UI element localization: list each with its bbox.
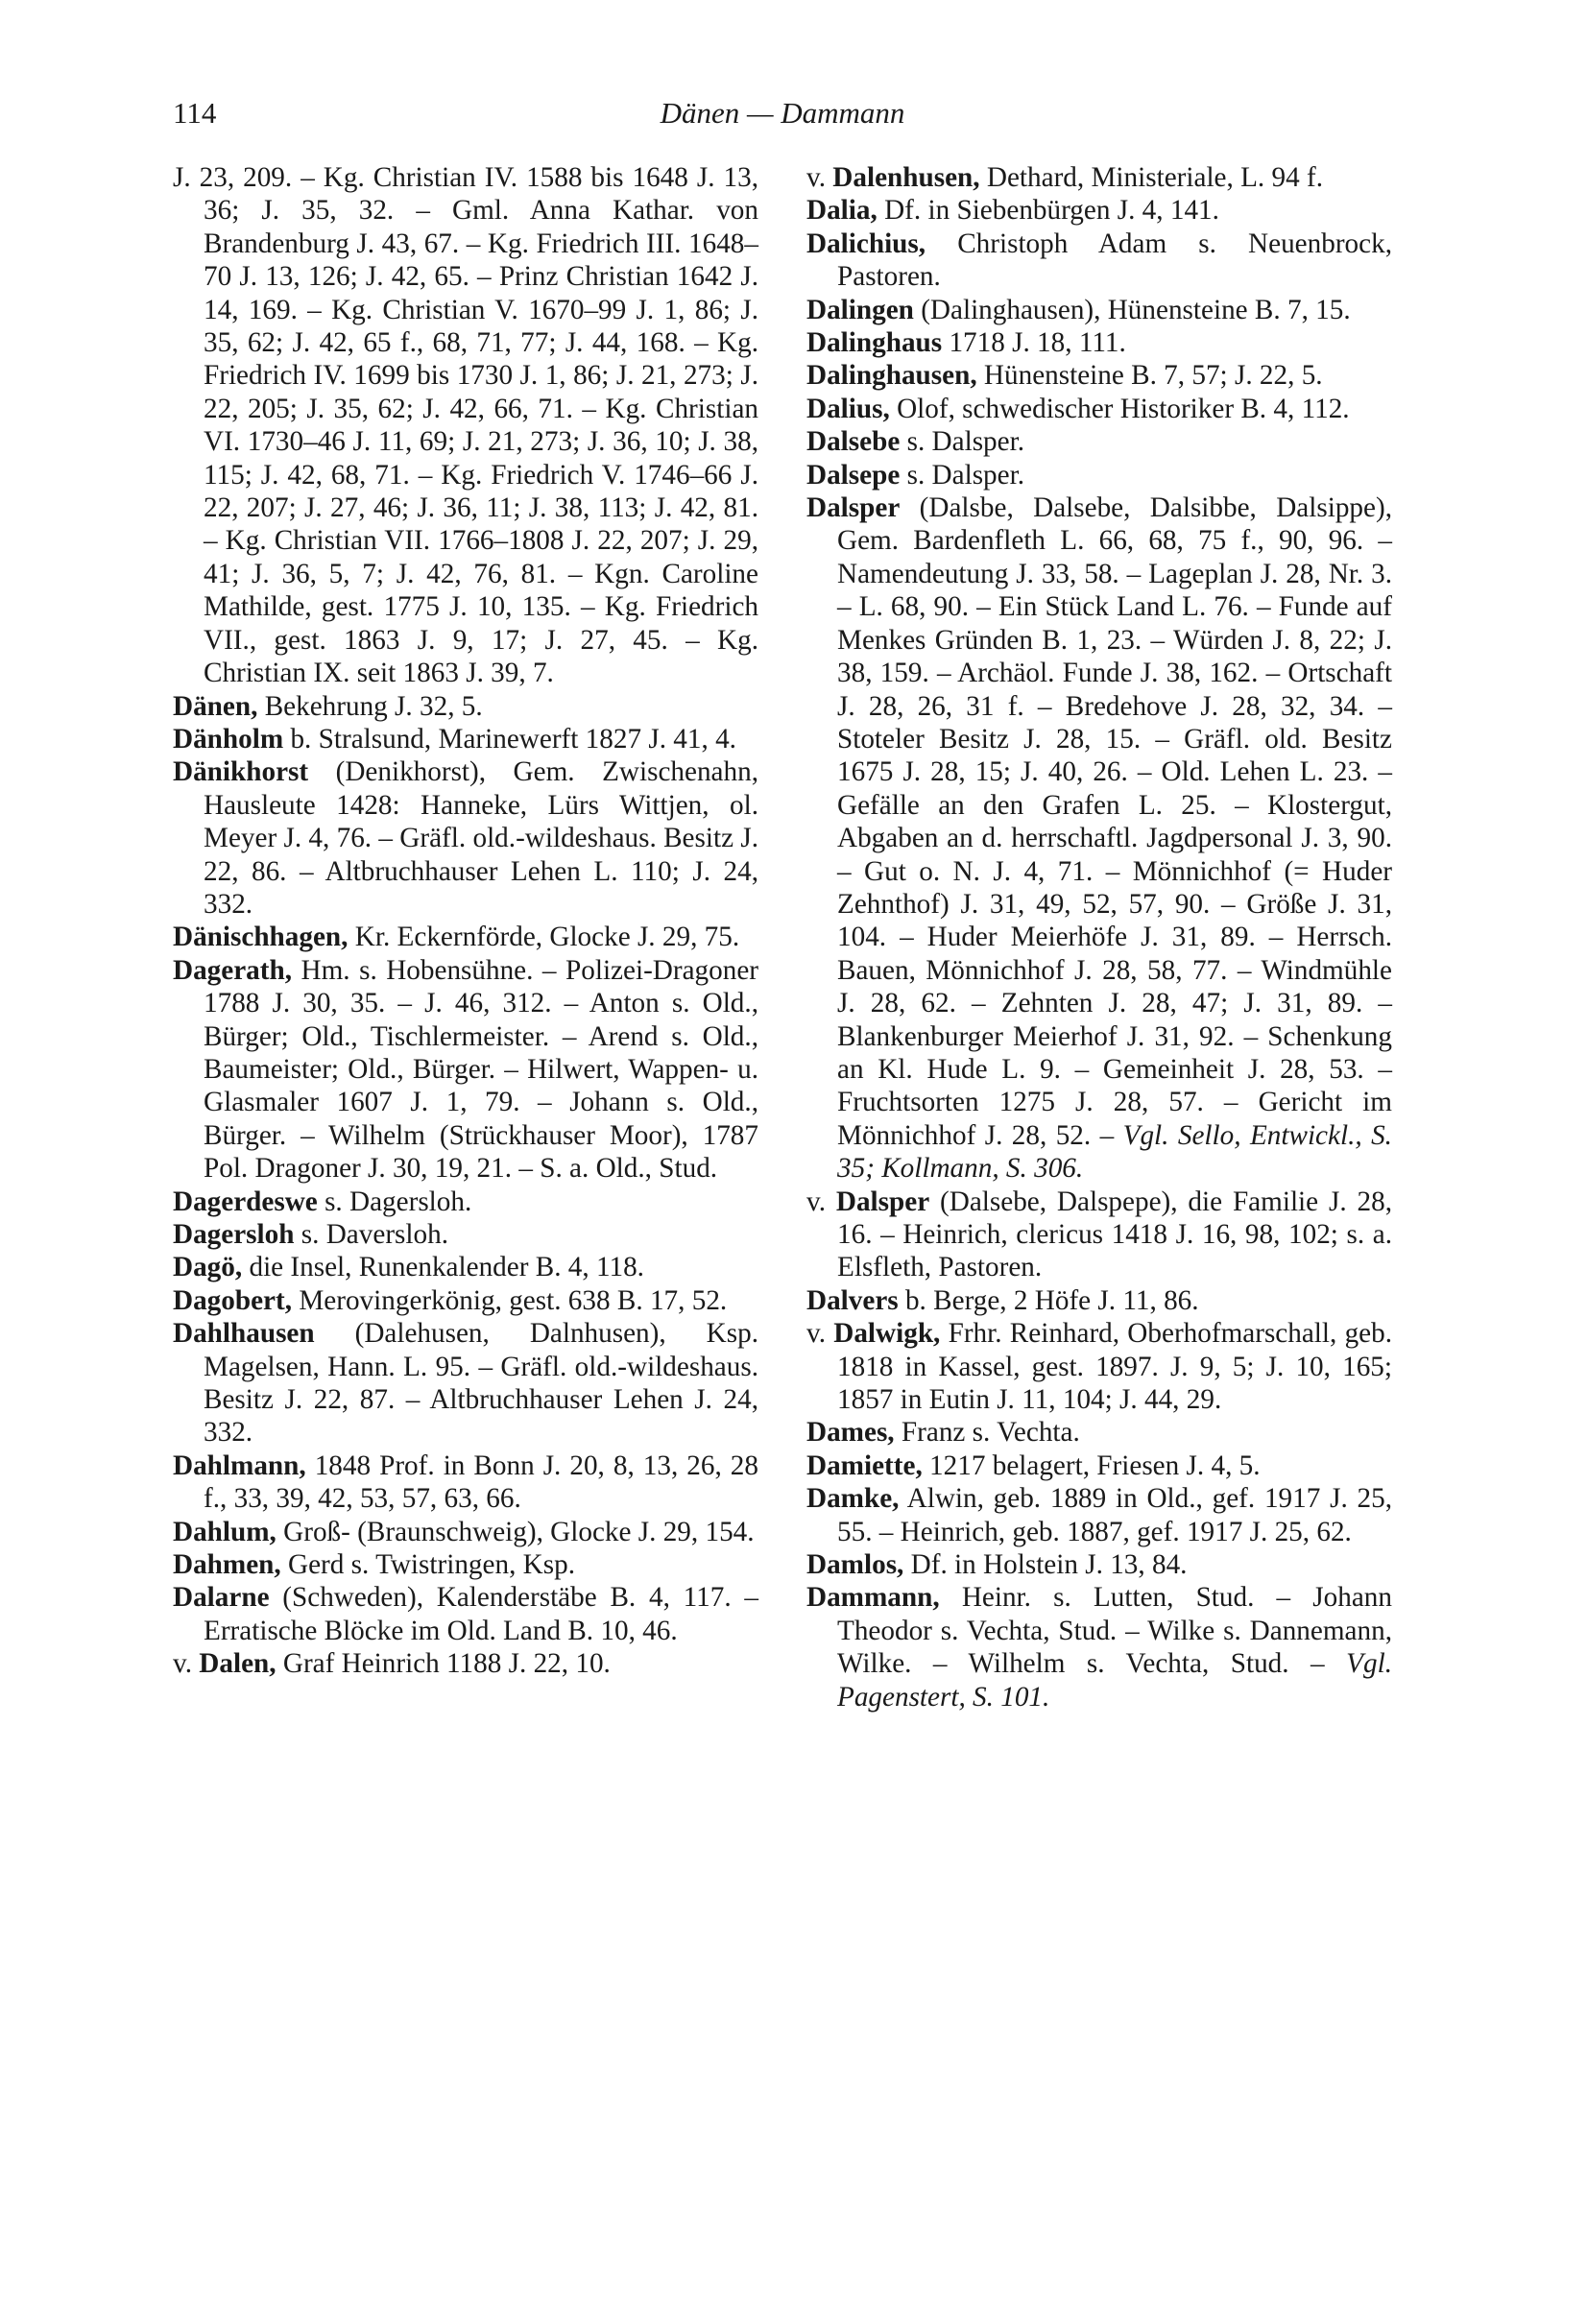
entry-head: Dammann, [806,1582,940,1614]
entry-head: Dames, [806,1417,895,1449]
entry-head: Dänikhorst [173,756,309,788]
index-entry [173,1251,758,1283]
entry-body: s. Dalsper. [900,459,1025,491]
entry-head: Damiette, [806,1450,923,1481]
entry-body: (Dalinghausen), Hünensteine B. 7, 15. [913,294,1351,325]
entry-head: Dalen, [199,1648,277,1680]
entry-head: Dalinghausen, [806,360,977,392]
index-entry [173,1284,758,1317]
running-head: Dänen — Dammann [660,96,905,130]
entry-body: Merovingerkönig, gest. 638 B. 17, 52. [292,1284,728,1316]
index-entry [806,491,1392,1186]
entry-body: 1848 Prof. in Bonn J. 20, 8, 13, 26, 28 f., 33, 39, 42, 53, 57, 63, 66. [204,1450,758,1515]
index-entry [173,723,758,755]
entry-body: Kr. Eckernförde, Glocke J. 29, 75. [348,922,740,953]
entry-head: Dänholm [173,723,284,755]
entry-ital: Vgl. Pagenstert, S. 101. [837,1648,1392,1713]
entry-body: 1217 belagert, Friesen J. 4, 5. [922,1450,1261,1481]
index-entry [806,1186,1392,1284]
index-entry [806,1317,1392,1416]
entry-head: Dagersloh [173,1219,295,1250]
entry-head: Dalsper [835,1186,930,1217]
index-entry [806,1416,1392,1449]
entry-head: Dahlhausen [173,1318,315,1350]
entry-body: s. Dalsper. [900,426,1025,458]
entry-pre: v. [806,162,833,193]
index-entry [173,1581,758,1647]
index-entry [806,359,1392,392]
index-entry [173,1317,758,1450]
entry-head: Damke, [806,1483,900,1515]
entry-pre: v. [806,1186,836,1217]
entry-body: Heinr. s. Lutten, Stud. – Johann Theodor s. Vechta, Stud. – Wilke s. Dannemann, Wilke. – Wilhelm s. Vechta, Stud. – [837,1582,1392,1680]
entry-body: die Insel, Runenkalender B. 4, 118. [242,1252,644,1283]
entry-body: Hm. s. Hobensühne. – Polizei-Dragoner 1788 J. 30, 35. – J. 46, 312. – Anton s. Old., Bürger; Old., Tischlermeister. – Arend s. Old., Baumeister; Old., Bürger. – Hilwert, Wappen- u. Glasmaler 1607 J. 1, 79. – Johann s. Old., Bürger. – Wilhelm (Strückhauser Moor), 1787 Pol. Dragoner J. 30, 19, 21. – S. a. Old., Stud. [204,954,758,1185]
entry-head: Damlos, [806,1549,904,1581]
index-entry [806,326,1392,359]
entry-body: (Denikhorst), Gem. Zwischenahn, Hausleute 1428: Hanneke, Lürs Wittjen, ol. Meyer J. 4, 76. – Gräfl. old.-wildeshaus. Besitz J. 22, 86. – Altbruchhauser Lehen L. 110; J. 24, 332. [204,756,758,920]
index-entry [173,954,758,1186]
index-entry [173,1186,758,1218]
index-entry [173,1450,758,1516]
index-entry [806,1284,1392,1317]
entry-body: Franz s. Vechta. [894,1417,1080,1449]
entry-body: Bekehrung J. 32, 5. [257,690,483,722]
entry-head: Dalius, [806,393,890,424]
entry-head: Dagerath, [173,954,293,986]
left-column [173,161,758,1681]
entry-head: Dagerdeswe [173,1186,318,1217]
entry-head: Dahlum, [173,1516,277,1547]
entry-head: Dalingen [806,294,914,325]
entry-body: Df. in Holstein J. 13, 84. [903,1549,1188,1581]
entry-head: Dahlmann, [173,1450,306,1481]
entry-body: (Schweden), Kalenderstäbe B. 4, 117. – Erratische Blöcke im Old. Land B. 10, 46. [204,1582,758,1646]
index-entry [173,1516,758,1548]
entry-body: s. Daversloh. [294,1219,448,1250]
entry-head: Dalarne [173,1582,270,1614]
entry-head: Dalia, [806,195,878,227]
index-entry [173,690,758,723]
entry-body: b. Stralsund, Marinewerft 1827 J. 41, 4. [283,723,736,755]
entry-body: J. 23, 209. – Kg. Christian IV. 1588 bis 1648 J. 13, 36; J. 35, 32. – Gml. Anna Kathar. von Brandenburg J. 43, 67. – Kg. Friedrich III. 1648–70 J. 13, 126; J. 42, 65. – Prinz Christian 1642 J. 14, 169. – Kg. Christian V. 1670–99 J. 1, 86; J. 35, 62; J. 42, 65 f., 68, 71, 77; J. 44, 168. – Kg. Friedrich IV. 1699 bis 1730 J. 1, 86; J. 21, 273; J. 22, 205; J. 35, 62; J. 42, 66, 71. – Kg. Christian VI. 1730–46 J. 11, 69; J. 21, 273; J. 36, 10; J. 38, 115; J. 42, 68, 71. – Kg. Friedrich V. 1746–66 J. 22, 207; J. 27, 46; J. 36, 11; J. 38, 113; J. 42, 81. – Kg. Christian VII. 1766–1808 J. 22, 207; J. 29, 41; J. 36, 5, 7; J. 42, 76, 81. – Kgn. Caroline Mathilde, gest. 1775 J. 10, 135. – Kg. Friedrich VII., gest. 1863 J. 9, 17; J. 27, 45. – Kg. Christian IX. seit 1863 J. 39, 7. [173,162,758,689]
entry-body: Df. in Siebenbürgen J. 4, 141. [877,195,1219,227]
entry-body: b. Berge, 2 Höfe J. 11, 86. [898,1284,1199,1316]
entry-body: Groß- (Braunschweig), Glocke J. 29, 154. [276,1516,755,1547]
entry-body: 1718 J. 18, 111. [942,327,1126,359]
entry-pre: v. [173,1648,200,1680]
entry-head: Dalichius, [806,228,926,259]
entry-head: Dänen, [173,690,258,722]
entry-pre: v. [806,1318,834,1350]
entry-body: (Dalehusen, Dalnhusen), Ksp. Magelsen, Hann. L. 95. – Gräfl. old.-wildeshaus. Besitz J. 22, 87. – Altbruchhauser Lehen J. 24, 332. [204,1318,758,1449]
index-entry [173,161,758,690]
entry-head: Dalsper [806,492,901,524]
index-entry [806,194,1392,227]
entry-ital: Vgl. Sello, Entwickl., S. 35; Kollmann, S. 306. [837,1119,1392,1185]
entry-body: Christoph Adam s. Neuenbrock, Pastoren. [837,228,1392,293]
index-entry [173,1548,758,1581]
index-entry [806,228,1392,294]
entry-head: Dagö, [173,1252,243,1283]
entry-body: s. Dagersloh. [317,1186,472,1217]
entry-body: Frhr. Reinhard, Oberhofmarschall, geb. 1818 in Kassel, gest. 1897. J. 9, 5; J. 10, 165; 1857 in Eutin J. 11, 104; J. 44, 29. [837,1318,1393,1416]
index-entry [173,921,758,953]
entry-body: Dethard, Ministeriale, L. 94 f. [979,162,1324,193]
entry-body: (Dalsbe, Dalsebe, Dalsibbe, Dalsippe), Gem. Bardenfleth L. 66, 68, 75 f., 90, 96. – Namendeutung J. 33, 58. – Lageplan J. 28, Nr. 3. – L. 68, 90. – Ein Stück Land L. 76. – Funde auf Menkes Gründen B. 1, 23. – Würden J. 8, 22; J. 38, 159. – Archäol. Funde J. 38, 162. – Ortschaft J. 28, 26, 31 f. – Bredehove J. 28, 32, 34. – Stoteler Besitz J. 28, 15. – Gräfl. old. Besitz 1675 J. 28, 15; J. 40, 26. – Old. Lehen L. 23. – Gefälle an den Grafen L. 25. – Klostergut, Abgaben an d. herrschaftl. Jagdpersonal J. 3, 90. – Gut o. N. J. 4, 71. – Mönnichhof (= Huder Zehnthof) J. 31, 49, 52, 57, 90. – Größe J. 31, 104. – Huder Meierhöfe J. 31, 89. – Herrsch. Bauen, Mönnichhof J. 28, 58, 77. – Windmühle J. 28, 62. – Zehnten J. 28, 47; J. 31, 89. – Blankenburger Meierhof J. 31, 92. – Schenkung an Kl. Hude L. 9. – Gemeinheit J. 28, 53. – Fruchtsorten 1275 J. 28, 57. – Gericht im Mönnichhof J. 28, 52. – [837,492,1392,1151]
entry-body: Hünensteine B. 7, 57; J. 22, 5. [976,360,1323,392]
entry-body: Graf Heinrich 1188 J. 22, 10. [276,1648,611,1680]
index-entry [806,459,1392,491]
index-entry [806,294,1392,326]
entry-body: Alwin, geb. 1889 in Old., gef. 1917 J. 25, 55. – Heinrich, geb. 1887, gef. 1917 J. 25, 62. [837,1483,1392,1547]
right-column [806,161,1392,1713]
entry-head: Dagobert, [173,1284,293,1316]
index-entry [806,425,1392,458]
entry-head: Dalvers [806,1284,899,1316]
index-entry [806,1581,1392,1713]
entry-head: Dalsepe [806,459,901,491]
entry-head: Dalenhusen, [832,162,980,193]
entry-body: Gerd s. Twistringen, Ksp. [280,1549,575,1581]
entry-head: Dalinghaus [806,327,943,359]
index-entry [173,755,758,921]
page-header [173,96,1392,134]
index-entry [173,1647,758,1680]
entry-body: Olof, schwedischer Historiker B. 4, 112. [889,393,1350,424]
entry-head: Dalwigk, [833,1318,941,1350]
entry-head: Dalsebe [806,426,901,458]
entry-head: Dänischhagen, [173,922,349,953]
index-entry [806,1548,1392,1581]
index-entry [806,393,1392,425]
page-number: 114 [173,96,217,130]
index-entry [806,1482,1392,1548]
entry-head: Dahmen, [173,1549,281,1581]
index-entry [806,1450,1392,1482]
index-entry [173,1218,758,1251]
entry-body: (Dalsebe, Dalspepe), die Familie J. 28, 16. – Heinrich, clericus 1418 J. 16, 98, 102; s. a. Elsfleth, Pastoren. [837,1186,1393,1283]
index-entry [806,161,1392,194]
